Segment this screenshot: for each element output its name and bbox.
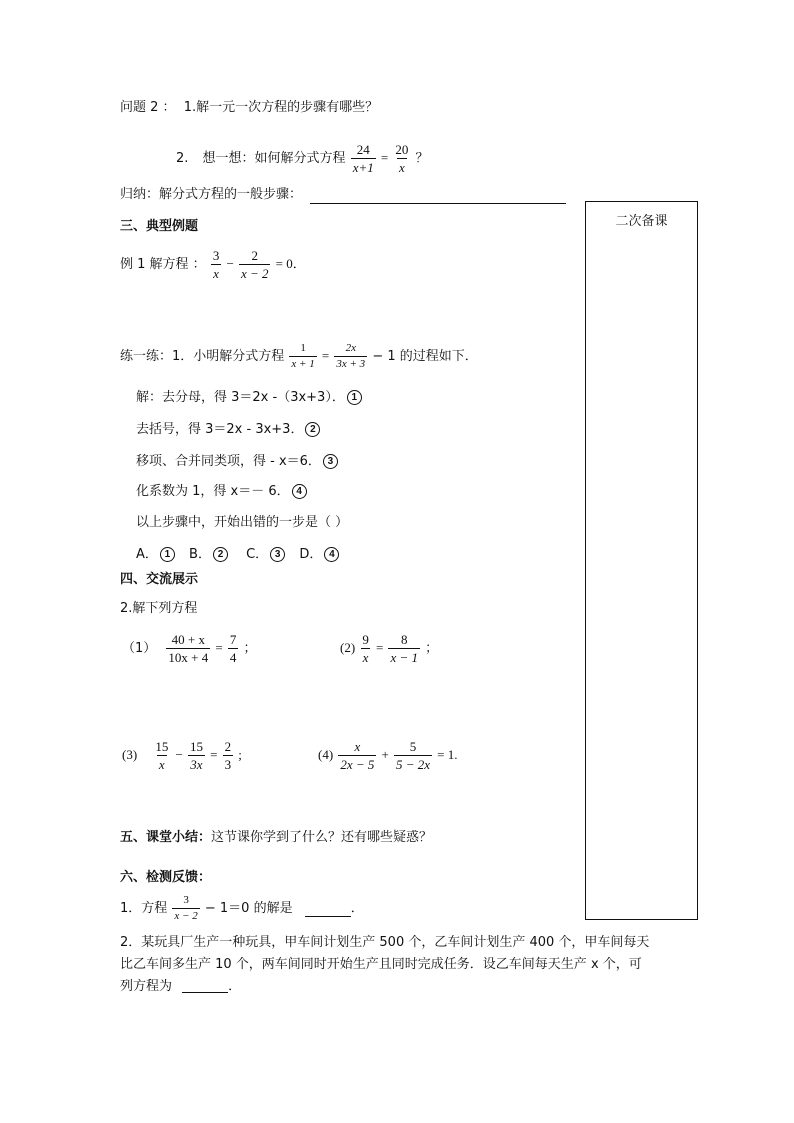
equals-one: = 1.	[437, 747, 458, 762]
step-2-text: 去括号，得 3＝2x - 3x+3．	[136, 422, 304, 437]
period: ．	[350, 901, 364, 916]
semicolon: ;	[238, 747, 242, 762]
feedback-q2-line-3	[120, 976, 649, 998]
minus-sign: −	[226, 256, 234, 271]
section-3-heading: 三、典型例题	[120, 219, 199, 234]
semicolon: ；	[425, 641, 439, 656]
problem-1-label: （1）	[122, 641, 157, 656]
circled-number-4: 4	[324, 547, 339, 562]
practice-intro-text: 练一练：1．小明解分式方程	[120, 349, 285, 364]
fraction-x-over-2x-minus-5: $\frac{x}{2x - 5}$	[340, 739, 375, 772]
equals-sign: =	[380, 150, 389, 165]
option-a[interactable]: A． 1	[136, 547, 175, 562]
fraction-2-over-3: $\frac{2}{3}$	[224, 739, 232, 772]
practice-intro-tail: − 1 的过程如下．	[372, 349, 478, 364]
question-2-line	[120, 99, 378, 117]
feedback-q1-text: − 1＝0 的解是	[204, 901, 293, 916]
fraction-3-over-x-minus-2: $\frac{3}{x - 2}$	[174, 894, 198, 922]
question-2-item-2-number: 2.	[176, 151, 189, 166]
problem-1	[122, 629, 257, 668]
example-1-label: 例 1 解方程 ：	[120, 257, 206, 272]
fraction-40-plus-x-over-10x-plus-4: $\frac{40 + x}{10x + 4}$	[168, 632, 209, 665]
feedback-question-1	[120, 892, 364, 926]
question-mark: ？	[415, 151, 429, 166]
summary-text: 归纳：解分式方程的一般步骤：	[120, 187, 303, 202]
fraction-24-over-x-plus-1: $\frac{24}{x+1}$	[352, 142, 374, 175]
circled-number-1: 1	[160, 547, 175, 562]
fraction-2x-over-3x-plus-3: $\frac{2x}{3x + 3}$	[336, 342, 366, 370]
practice-intro	[120, 340, 478, 373]
feedback-q2-answer-blank[interactable]	[182, 992, 228, 993]
section-6-heading: 六、检测反馈：	[120, 870, 212, 885]
circled-number-3: 3	[270, 547, 285, 562]
problem-3	[122, 736, 242, 775]
circled-number-3: 3	[323, 454, 338, 469]
practice-step-2	[136, 421, 320, 439]
question-2-item-2-text: 想一想：如何解分式方程	[202, 151, 346, 166]
fraction-5-over-5-minus-2x: $\frac{5}{5 - 2x}$	[395, 739, 431, 772]
fraction-1-over-x-plus-1: $\frac{1}{x + 1}$	[291, 342, 315, 370]
practice-step-4	[136, 483, 307, 501]
circled-number-4: 4	[292, 484, 307, 499]
equals-sign: =	[375, 640, 384, 655]
problem-4-label: (4)	[318, 747, 334, 762]
feedback-q2-line-1: 2．某玩具厂生产一种玩具，甲车间计划生产 500 个，乙车间计划生产 400 个，甲车间每天	[120, 935, 650, 950]
fraction-15-over-3x: $\frac{15}{3x}$	[189, 739, 203, 772]
section-4-subheading: 2.解下列方程	[120, 601, 198, 616]
practice-step-3	[136, 453, 338, 471]
summary-answer-blank[interactable]	[310, 203, 566, 204]
fraction-2-over-x-minus-2: $\frac{2}{x - 2}$	[240, 248, 269, 281]
option-d[interactable]: D． 4	[299, 547, 339, 562]
fraction-7-over-4: $\frac{7}{4}$	[229, 632, 237, 665]
practice-question: 以上步骤中，开始出错的一步是（ ）	[136, 515, 349, 530]
feedback-q1-prefix: 1．方程	[120, 901, 168, 916]
semicolon: ；	[243, 641, 257, 656]
feedback-question-2	[120, 932, 649, 998]
step-1-text: 解：去分母，得 3＝2x -（3x+3）．	[136, 390, 345, 405]
equals-sign: =	[215, 640, 223, 655]
problem-2-label: (2)	[340, 640, 356, 655]
section-5-text: 这节课你学到了什么？还有哪些疑惑？	[211, 830, 433, 845]
section-5-heading: 五、课堂小结：	[120, 830, 212, 845]
section-5	[120, 829, 432, 847]
question-2-item-2	[176, 140, 429, 177]
fraction-8-over-x-minus-1: $\frac{8}{x - 1}$	[390, 632, 418, 665]
feedback-q2-line-3-text: 列方程为	[120, 979, 173, 994]
question-2-label: 问题 2 ：	[120, 100, 176, 115]
problem-4	[318, 736, 458, 775]
period: ．	[228, 979, 242, 994]
fraction-3-over-x: $\frac{3}{x}$	[212, 248, 220, 281]
feedback-q2-line-2: 比乙车间多生产 10 个，两车间同时开始生产且同时完成任务．设乙车间每天生产 x 个，可	[120, 957, 642, 972]
fraction-20-over-x: $\frac{20}{x}$	[395, 142, 409, 175]
feedback-q1-answer-blank[interactable]	[305, 916, 351, 917]
minus-sign: −	[175, 747, 183, 762]
plus-sign: +	[381, 747, 389, 762]
equals-sign: =	[210, 747, 218, 762]
secondary-prep-title: 二次备课	[615, 214, 668, 229]
secondary-prep-box	[585, 201, 698, 920]
question-2-item-1: 1.解一元一次方程的步骤有哪些？	[183, 100, 379, 115]
circled-number-1: 1	[347, 390, 362, 405]
fraction-9-over-x: $\frac{9}{x}$	[362, 632, 369, 665]
fraction-15-over-x: $\frac{15}{x}$	[155, 739, 169, 772]
example-1	[120, 246, 306, 283]
problem-2	[340, 629, 438, 668]
section-4-heading: 四、交流展示	[120, 572, 199, 587]
option-c[interactable]: C． 3	[246, 547, 285, 562]
problem-3-label: (3)	[122, 747, 138, 762]
practice-options	[136, 546, 339, 564]
option-b[interactable]: B． 2	[189, 547, 228, 562]
equals-sign: =	[321, 348, 330, 363]
circled-number-2: 2	[305, 422, 320, 437]
practice-step-1	[136, 389, 362, 407]
step-3-text: 移项、合并同类项，得 - x＝6．	[136, 454, 321, 469]
circled-number-2: 2	[213, 547, 228, 562]
step-4-text: 化系数为 1，得 x＝－ 6．	[136, 484, 290, 499]
equals-zero: = 0．	[275, 256, 306, 271]
summary-line	[120, 186, 566, 204]
